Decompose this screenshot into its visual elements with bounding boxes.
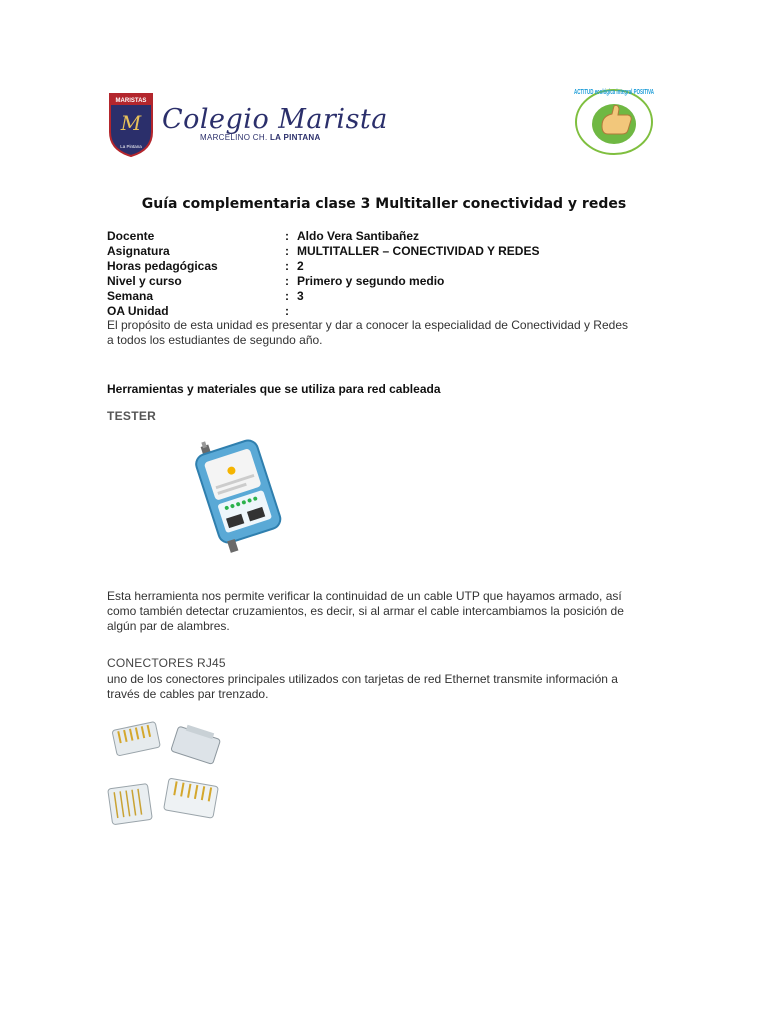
actitud-ecologica-badge [566, 82, 662, 162]
connectors-description: uno de los conectores principales utilizados con tarjetas de red Ethernet transmite información a través de cables par trenzado. [107, 672, 618, 701]
tools-heading: Herramientas y materiales que se utiliza para red cableada [107, 382, 441, 396]
meta-row-asignatura: Asignatura : MULTITALLER – CONECTIVIDAD Y REDES [107, 244, 540, 258]
svg-text:ACTITUD ecológica integral POS: ACTITUD ecológica integral POSITIVA [574, 89, 654, 96]
maristas-shield-logo [108, 92, 154, 158]
meta-info-table [107, 229, 539, 319]
tester-heading: TESTER [107, 409, 157, 423]
tester-description: Esta herramienta nos permite verificar la continuidad de un cable UTP que hayamos armado, así como también detectar cruzamientos, es decir, si al armar el cable intercambiamos la posición de algún par de alambres. [107, 589, 624, 633]
network-tester-image [188, 430, 298, 550]
colegio-marista-logo [162, 104, 388, 142]
connectors-heading: CONECTORES RJ45 [107, 656, 226, 670]
meta-row-oa-unidad: OA Unidad : [107, 304, 289, 318]
rj45-connectors-image [104, 714, 228, 836]
meta-row-horas: Horas pedagógicas : 2 [107, 259, 304, 273]
svg-text:MARISTAS: MARISTAS [115, 98, 147, 104]
page-title: Guía complementaria clase 3 Multitaller conectividad y redes [141, 196, 627, 212]
meta-row-nivel: Nivel y curso : Primero y segundo medio [107, 274, 445, 288]
svg-text:La Pintana: La Pintana [120, 144, 142, 149]
intro-paragraph: El propósito de esta unidad es presentar y dar a conocer la especialidad de Conectividad y Redes a todos los estudiantes de segundo año. [107, 318, 628, 347]
meta-row-semana: Semana : 3 [107, 289, 304, 303]
logo-script-text: Colegio Marista [162, 104, 388, 135]
meta-row-docente: Docente : Aldo Vera Santibañez [107, 229, 420, 243]
svg-text:M: M [120, 111, 142, 135]
logo-subtitle: MARCELINO CH. LA PINTANA [200, 133, 321, 142]
